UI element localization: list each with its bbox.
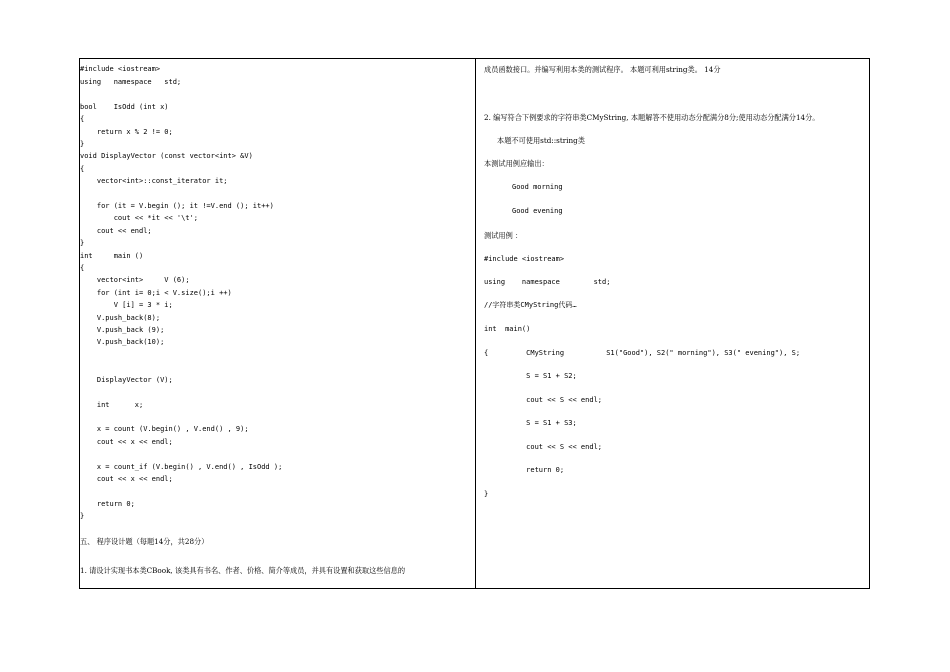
code-line: for (int i= 0;i < V.size();i ++) <box>80 289 232 297</box>
test-code-line: cout << S << endl; <box>484 396 603 404</box>
expected-output-label: 本测试用例应输出： <box>484 159 549 168</box>
test-code-line: int main() <box>484 325 531 333</box>
test-code-line: } <box>484 490 489 498</box>
code-line: for (it = V.begin (); it !=V.end (); it++) <box>80 202 274 210</box>
code-line: V.push_back (9); <box>80 326 165 334</box>
code-line: vector<int> V (6); <box>80 276 190 284</box>
code-line: void DisplayVector (const vector<int> &V) <box>80 152 253 160</box>
test-code-line: S = S1 + S3; <box>484 419 577 427</box>
test-code-line: #include <iostream> <box>484 255 565 263</box>
code-line: V.push_back(8); <box>80 314 161 322</box>
test-code-line: using namespace std; <box>484 278 611 286</box>
question-1-continuation: 成员函数接口。并编写利用本类的测试程序。 本题可利用string类。 14分 <box>484 65 721 74</box>
code-line: cout << x << endl; <box>80 475 173 483</box>
code-line: V.push_back(10); <box>80 338 165 346</box>
code-line: cout << endl; <box>80 227 152 235</box>
test-case-label: 测试用例 ： <box>484 231 523 240</box>
test-code-line: cout << S << endl; <box>484 443 603 451</box>
test-code-line: return 0; <box>484 466 565 474</box>
code-line: } <box>80 140 85 148</box>
code-line: { <box>80 115 85 123</box>
test-code-line: { CMyString S1("Good"), S2(" morning"), S3(" evening"), S; <box>484 349 801 357</box>
code-line: using namespace std; <box>80 78 182 86</box>
test-code-line: S = S1 + S2; <box>484 372 577 380</box>
question-2-note: 本题不可使用std::string类 <box>497 136 585 145</box>
expected-output-line: Good evening <box>512 207 563 215</box>
code-line: cout << *it << '\t'; <box>80 214 199 222</box>
code-line: } <box>80 239 85 247</box>
code-line: DisplayVector (V); <box>80 376 173 384</box>
question-1-text: 1. 请设计实现书本类CBook, 该类具有书名、作者、价格、简介等成员，并具有设置和获取这些信息的 <box>80 566 406 575</box>
code-line: x = count_if (V.begin() , V.end() , IsOdd ); <box>80 463 283 471</box>
code-line: x = count (V.begin() , V.end() , 9); <box>80 425 249 433</box>
code-line: { <box>80 264 85 272</box>
test-code-line: //字符串类CMyString代码… <box>484 301 577 309</box>
code-line: { <box>80 165 85 173</box>
code-line: } <box>80 512 85 520</box>
code-line: return x % 2 != 0; <box>80 128 173 136</box>
code-line: cout << x << endl; <box>80 438 173 446</box>
code-line: #include <iostream> <box>80 65 161 73</box>
code-line: bool IsOdd (int x) <box>80 103 169 111</box>
code-line: return 0; <box>80 500 135 508</box>
code-line: vector<int>::const_iterator it; <box>80 177 228 185</box>
code-line: int main () <box>80 252 144 260</box>
code-line: V [i] = 3 * i; <box>80 301 173 309</box>
column-divider <box>475 58 476 589</box>
code-line: int x; <box>80 401 144 409</box>
expected-output-line: Good morning <box>512 183 563 191</box>
question-2-text: 2. 编写符合下例要求的字符串类CMyString, 本题解答不使用动态分配满分8分;使用动态分配满分14分。 <box>484 113 820 122</box>
section-heading: 五、 程序设计题（每题14分，共28分） <box>80 537 209 546</box>
